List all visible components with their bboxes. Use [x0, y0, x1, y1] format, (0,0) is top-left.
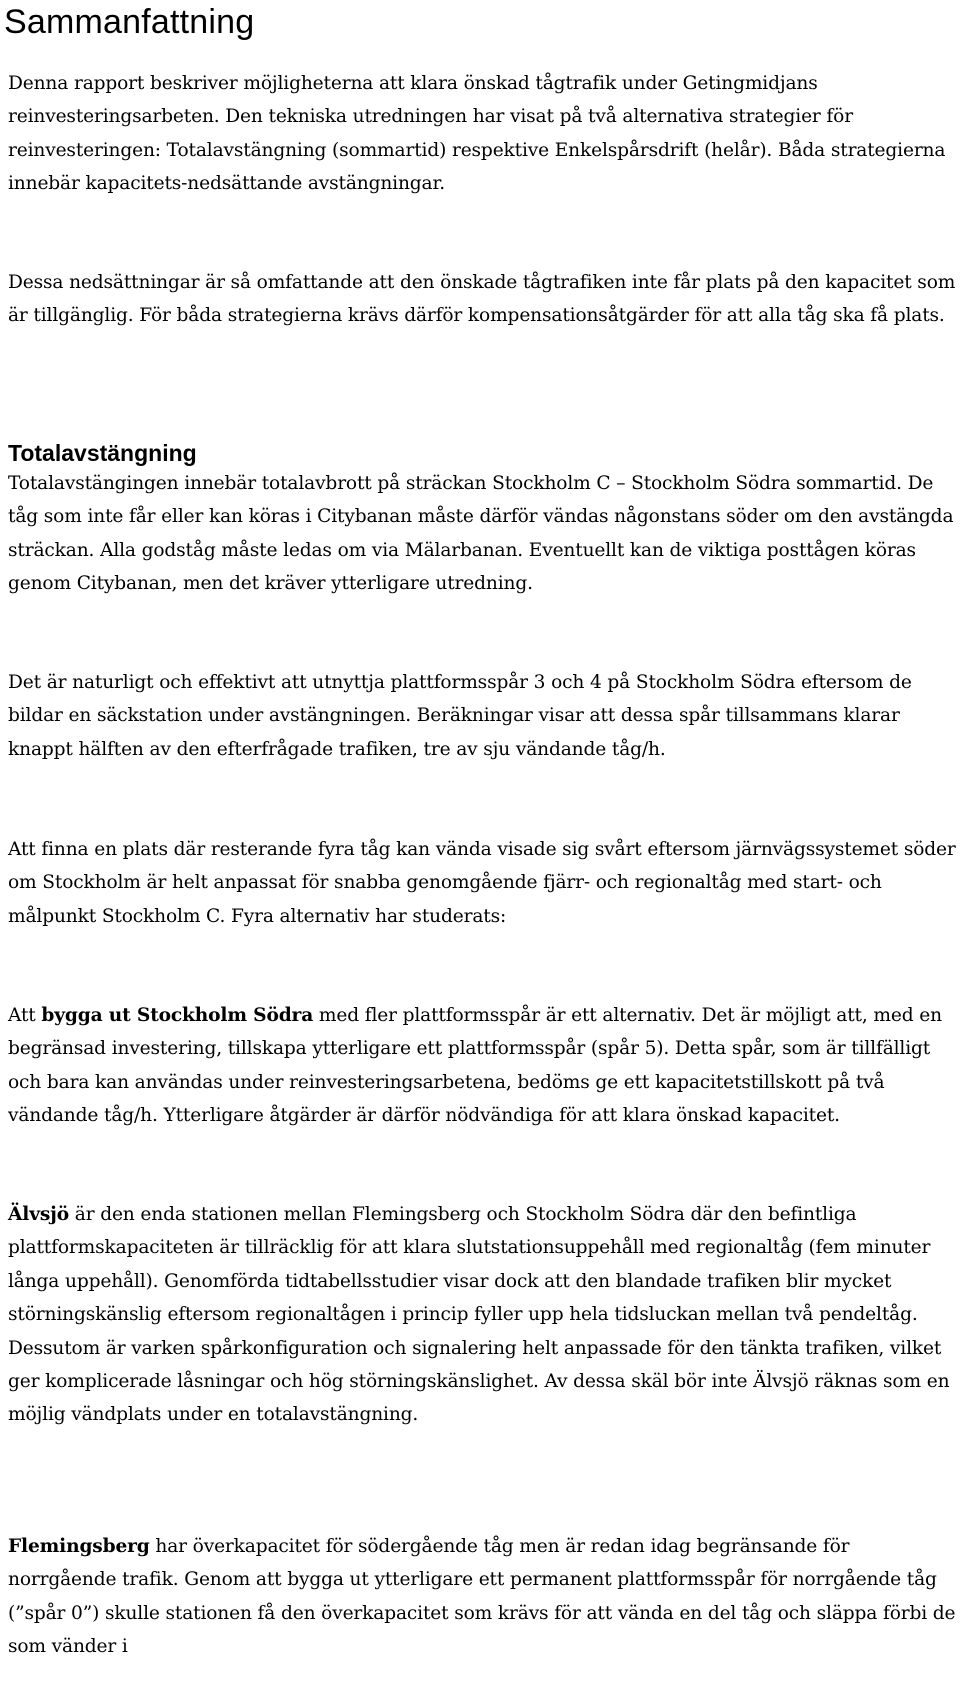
body-paragraph-2: Det är naturligt och effektivt att utnyttja plattformsspår 3 och 4 på Stockholm Södra eftersom de bildar en säckstation under avstängningen. Beräkningar visar att dessa spår tillsammans klarar knappt hälften av den efterfrågade trafiken, tre av sju vändande tåg/h. [8, 672, 912, 760]
bold-term-flemingsberg: Flemingsberg [8, 1536, 150, 1557]
alternative-stockholm-sodra-paragraph [8, 999, 960, 1133]
paragraph-text: har överkapacitet för södergående tåg men är redan idag begränsande för norrgående trafik. Genom att bygga ut ytterligare ett permanent plattformsspår för norrgående tåg (”spår 0”) skulle stationen få den överkapacitet som krävs för att vända en del tåg och släppa förbi de som vänder i [8, 1536, 956, 1658]
paragraph-text: är den enda stationen mellan Flemingsberg och Stockholm Södra där den befintliga plattformskapaciteten är tillräcklig för att klara slutstationsuppehåll med regionaltåg (fem minuter långa uppehåll). Genomförda tidtabellsstudier visar dock att den blandade trafiken blir mycket störningskänslig eftersom regionaltågen i princip fyller upp hela tidsluckan mellan två pendeltåg. Dessutom är varken spårkonfiguration och signalering helt anpassade för den tänkta trafiken, vilket ger komplicerade låsningar och hög störningskänslighet. Av dessa skäl bör inte Älvsjö räknas som en möjlig vändplats under en totalavstängning. [8, 1204, 950, 1426]
summary-paragraph-1: Denna rapport beskriver möjligheterna att klara önskad tågtrafik under Getingmidjans reinvesteringsarbeten. Den tekniska utredningen har visat på två alternativa strategier för reinvesteringen: Totalavstängning (sommartid) respektive Enkelspårsdrift (helår). Båda strategierna innebär kapacitets-nedsättande avstängningar. [8, 73, 946, 195]
bold-term-stockholm-sodra: bygga ut Stockholm Södra [41, 1005, 314, 1026]
bold-term-alvsjo: Älvsjö [8, 1204, 69, 1225]
summary-paragraph-2: Dessa nedsättningar är så omfattande att den önskade tågtrafiken inte får plats på den kapacitet som är tillgänglig. För båda strategierna krävs därför kompensationsåtgärder för att alla tåg ska få plats. [8, 272, 956, 327]
alternative-alvsjo-paragraph [8, 1198, 960, 1432]
paragraph-text: Att [8, 1005, 42, 1026]
section-heading-totalavstangning: Totalavstängning [8, 440, 197, 466]
alternative-flemingsberg-paragraph [8, 1530, 960, 1664]
paragraph-text: med fler plattformsspår är ett alternativ. Det är möjligt att, med en begränsad investering, tillskapa ytterligare ett plattformsspår (spår 5). Detta spår, som är tillfälligt och bara kan användas under reinvesteringsarbetena, bedöms ge ett kapacitetstillskott på två vändande tåg/h. Ytterligare åtgärder är därför nödvändiga för att klara önskad kapacitet. [8, 1005, 942, 1127]
body-paragraph-3: Att finna en plats där resterande fyra tåg kan vända visade sig svårt eftersom järnvägssystemet söder om Stockholm är helt anpassat för snabba genomgående fjärr- och regionaltåg med start- och målpunkt Stockholm C. Fyra alternativ har studerats: [8, 839, 956, 927]
body-paragraph-1: Totalavstängingen innebär totalavbrott på sträckan Stockholm C – Stockholm Södra sommartid. De tåg som inte får eller kan köras i Citybanan måste därför vändas någonstans söder om den avstängda sträckan. Alla godståg måste ledas om via Mälarbanan. Eventuellt kan de viktiga posttågen köras genom Citybanan, men det kräver ytterligare utredning. [8, 473, 954, 595]
page-title: Sammanfattning [4, 3, 255, 41]
